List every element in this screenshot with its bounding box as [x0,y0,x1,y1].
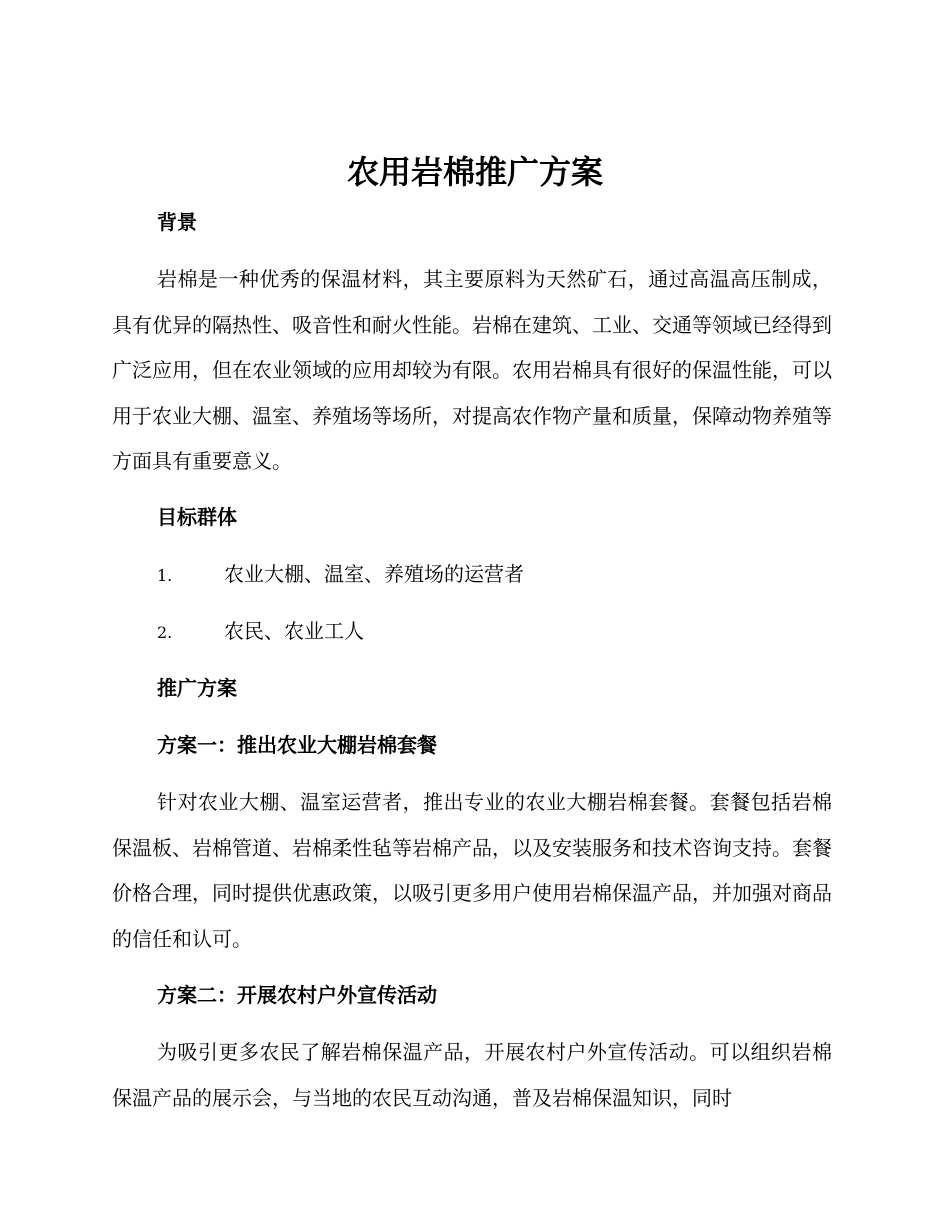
paragraph-plan2: 为吸引更多农民了解岩棉保温产品，开展农村户外宣传活动。可以组织岩棉保温产品的展示会，与当地的农民互动沟通，普及岩棉保温知识，同时 [112,1040,832,1110]
document-title: 农用岩棉推广方案 [346,153,603,191]
section-heading-target: 目标群体 [157,505,237,529]
list-item-text: 农业大棚、温室、养殖场的运营者 [224,562,524,586]
section-heading-promotion: 推广方案 [157,676,237,700]
plan2-heading: 方案二：开展农村户外宣传活动 [157,983,437,1007]
paragraph-background: 岩棉是一种优秀的保温材料，其主要原料为天然矿石，通过高温高压制成，具有优异的隔热性、吸音性和耐火性能。岩棉在建筑、工业、交通等领域已经得到广泛应用，但在农业领域的应用却较为有限。农用岩棉具有很好的保温性能，可以用于农业大棚、温室、养殖场等场所，对提高农作物产量和质量，保障动物养殖等方面具有重要意义。 [112,267,832,474]
plan1-heading: 方案一：推出农业大棚岩棉套餐 [157,733,437,757]
list-item [157,617,364,647]
paragraph-plan1: 针对农业大棚、温室运营者，推出专业的农业大棚岩棉套餐。套餐包括岩棉保温板、岩棉管道、岩棉柔性毡等岩棉产品，以及安装服务和技术咨询支持。套餐价格合理，同时提供优惠政策，以吸引更多用户使用岩棉保温产品，并加强对商品的信任和认可。 [112,790,832,951]
list-item [157,560,524,590]
section-heading-background: 背景 [157,210,197,234]
list-item-number: 1. [157,566,173,585]
list-item-number: 2. [157,623,173,642]
list-item-text: 农民、农业工人 [224,619,364,643]
